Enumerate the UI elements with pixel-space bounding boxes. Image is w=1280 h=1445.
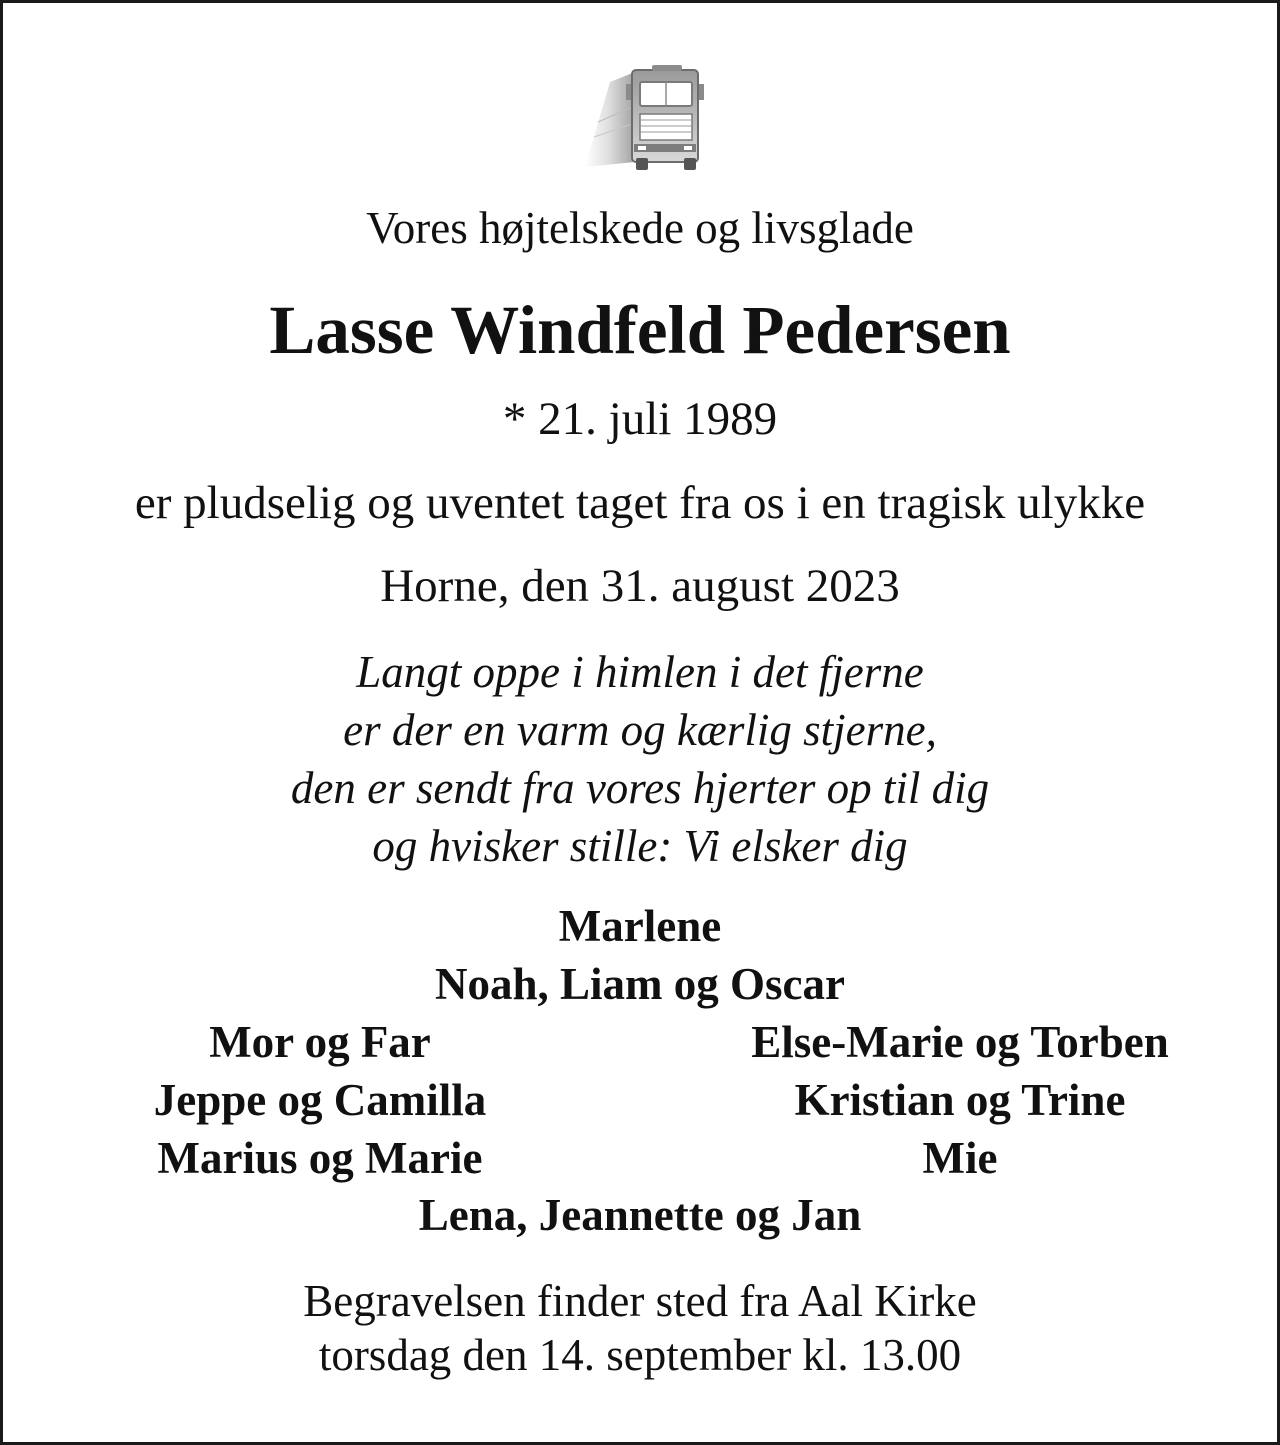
family-others: Lena, Jeannette og Jan	[418, 1190, 862, 1240]
family-member: Marius og Marie	[157, 1133, 483, 1183]
poem-line: er der en varm og kærlig stjerne,	[343, 705, 937, 755]
deceased-name: Lasse Windfeld Pedersen	[269, 292, 1011, 368]
truck-icon	[580, 62, 705, 172]
family-spouse: Marlene	[558, 901, 722, 951]
poem-line: og hvisker stille: Vi elsker dig	[372, 821, 908, 871]
family-children: Noah, Liam og Oscar	[435, 959, 845, 1009]
family-right-column	[690, 1013, 1230, 1187]
birth-date: * 21. juli 1989	[502, 393, 778, 445]
family-member: Mie	[922, 1133, 998, 1183]
family-member: Else-Marie og Torben	[751, 1017, 1169, 1067]
poem-line: Langt oppe i himlen i det fjerne	[356, 647, 924, 697]
funeral-line: Begravelsen finder sted fra Aal Kirke	[303, 1276, 977, 1326]
family-member: Mor og Far	[209, 1017, 431, 1067]
funeral-line: torsdag den 14. september kl. 13.00	[318, 1330, 962, 1380]
place-and-date: Horne, den 31. august 2023	[380, 560, 900, 612]
poem	[0, 643, 1280, 875]
passing-text: er pludselig og uventet taget fra os i en tragisk ulykke	[134, 477, 1146, 529]
family-left-column	[60, 1013, 580, 1187]
family-member: Kristian og Trine	[794, 1075, 1126, 1125]
family-member: Jeppe og Camilla	[153, 1075, 487, 1125]
intro-text: Vores højtelskede og livsglade	[366, 203, 914, 253]
funeral-info	[0, 1274, 1280, 1382]
poem-line: den er sendt fra vores hjerter op til dig	[290, 763, 990, 813]
